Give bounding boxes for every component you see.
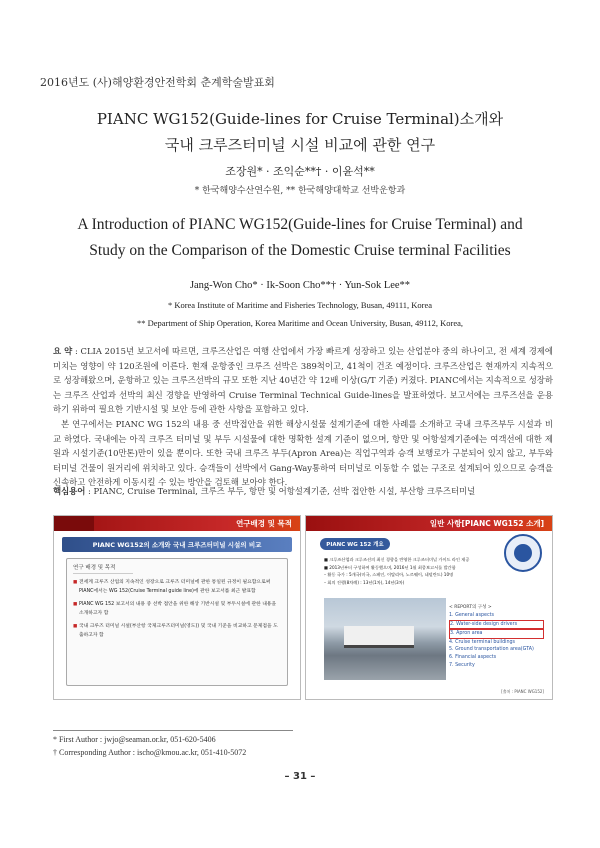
english-affiliation-1: * Korea Institute of Maritime and Fisheries Technology, Busan, 49111, Korea bbox=[167, 300, 433, 310]
overview-line: – 회의 진행(8차례) : 13년(1차), 14년(3차) bbox=[324, 579, 405, 585]
toc-item: 4. Cruise terminal buildings bbox=[449, 639, 516, 645]
slide-pill-title: PIANC WG 152 개요 bbox=[320, 538, 390, 550]
korean-authors: 조장원* · 조익순**† · 이윤석** bbox=[225, 165, 375, 178]
keywords-text: : PIANC, Cruise Terminal, 크루즈 부두, 항만 및 어항설계기준, 선박 접안한 시설, 부산항 크루즈터미널 bbox=[88, 486, 476, 496]
abstract-paragraph-1 bbox=[53, 344, 553, 417]
english-authors: Jang-Won Cho* · Ik-Soon Cho**† · Yun-Sok Lee** bbox=[189, 280, 411, 291]
overview-line: – 활동 국가 : 5개국(미국, 스페인, 이탈리아, 노르웨이, 네덜란드) 10명 bbox=[324, 572, 454, 577]
slide-research-background bbox=[53, 515, 301, 700]
slide-bullet: ■ PIANC WG 152 보고서의 내용 중 선박 접안을 위한 해상 기반시설 및 부두시설에 관한 내용을 소개하고자 함 bbox=[73, 601, 281, 618]
slide-content-box bbox=[66, 558, 288, 686]
overview-line: ■ 크루즈산업과 크루즈선의 최신 경향을 반영한 크루즈터미널 가이드 라인 제공 bbox=[324, 557, 470, 562]
logo-center-icon bbox=[514, 544, 532, 562]
keywords bbox=[53, 485, 475, 497]
footnote-corresponding-author: † Corresponding Author : ischo@kmou.ac.kr, 051-410-5072 bbox=[53, 748, 247, 757]
slide-pianc-overview bbox=[305, 515, 553, 700]
slide-bullet: ■ 국내 크루즈 터미널 시설(부산항 국제크루즈터미널(영도)) 및 국내 기준을 비교하고 문제점을 도출하고자 함 bbox=[73, 623, 281, 640]
toc-item: 6. Financial aspects bbox=[449, 654, 497, 660]
slide-overview-lines bbox=[324, 556, 494, 586]
toc-item-highlighted: 3. Apron area bbox=[449, 629, 544, 639]
korean-title-line-1: PIANC WG152(Guide-lines for Cruise Terminal)소개와 bbox=[96, 110, 504, 128]
slide-nav-block bbox=[54, 516, 94, 531]
korean-title-line-2: 국내 크루즈터미널 시설 비교에 관한 연구 bbox=[164, 136, 436, 154]
report-contents-heading: < REPORT의 구성 > bbox=[449, 605, 492, 610]
slide-box-title: 연구 배경 및 목적 bbox=[73, 563, 133, 574]
abstract bbox=[53, 344, 553, 490]
slide-source: [출처 : PIANC WG152] bbox=[501, 689, 544, 694]
slide-bar-title: 일반 사항[PIANC WG152 소개] bbox=[306, 516, 552, 531]
toc-item: 7. Security bbox=[449, 662, 475, 668]
page-number: – 31 – bbox=[284, 771, 316, 782]
conference-header: 2016년도 (사)해양환경안전학회 춘계학술발표회 bbox=[40, 76, 275, 89]
cruise-terminal-photo bbox=[324, 598, 446, 680]
toc-item: 1. General aspects bbox=[449, 613, 494, 618]
slide-bar-title: 연구배경 및 목적 bbox=[54, 516, 300, 531]
cruise-ship-shape bbox=[344, 626, 414, 648]
english-title-line-2: Study on the Comparison of the Domestic Cruise terminal Facilities bbox=[89, 242, 511, 259]
slide-bullet: ■ 전세계 크루즈 산업의 지속적인 성장으로 크루즈 터미널에 관한 통일된 규정이 필요함으로써 PIANC에서는 WG 152(Cruise Terminal guide line)에 관한 보고서를 최근 발표함 bbox=[73, 579, 281, 596]
pianc-logo-icon bbox=[504, 534, 542, 572]
footnote-first-author: * First Author : jwjo@seaman.or.kr, 051-620-5406 bbox=[53, 735, 216, 744]
toc-item-highlighted: 2. Water-side design drivers bbox=[449, 620, 544, 630]
english-affiliation-2: ** Department of Ship Operation, Korea Maritime and Ocean University, Busan, 49112, Korea, bbox=[136, 318, 464, 328]
korean-affiliation: * 한국해양수산연수원, ** 한국해양대학교 선박운항과 bbox=[194, 186, 406, 196]
footnote-divider bbox=[53, 730, 293, 731]
english-title-line-1: A Introduction of PIANC WG152(Guide-lines for Cruise Terminal) and bbox=[77, 216, 523, 233]
keywords-label: 핵심용어 bbox=[53, 486, 86, 496]
slide-band-title: PIANC WG152의 소개와 국내 크루즈터미널 시설의 비교 bbox=[62, 537, 292, 552]
toc-item: 5. Ground transportation area(GTA) bbox=[449, 647, 534, 653]
abstract-text-1: : CLIA 2015년 보고서에 따르면, 크루즈산업은 여행 산업에서 가장 빠르게 성장하고 있는 산업분야 중의 하나이고, 전 세계 경제에 미치는 영향이 약 120조원에 이른다. 현재 운항중인 크루즈 선박은 389척이고, 41척이 건조 예정이다. 크루즈산업은 현재까지 지속적으로 성장해왔으며, 운항하고 있는 크루즈선박의 규모 또한 지난 40년간 약 12배 이상(G/T 기준) 커졌다. PIANC에서는 지속적으로 성장하는 크루즈 산업과 선박의 최신 경향을 반영하여 Cruise Terminal Technical Guide-lines을 발표하였다. 보고서에는 크루즈선을 운용하기 위하여 필요한 기반시설 및 보안 등에 관한 사항을 포함하고 있다. bbox=[53, 346, 553, 415]
abstract-label: 요 약 bbox=[53, 346, 73, 356]
abstract-paragraph-2: 본 연구에서는 PIANC WG 152의 내용 중 선박접안을 위한 해상시설물 설계기준에 대한 사례를 소개하고 국내 크루즈부두 시설과 비교 하였다. 국내에는 아직 크루즈 터미널 및 부두 시설물에 대한 명확한 설계 기준이 없으며, 항만 및 어항설계기준에는 여객선에 대한 제원과 시설기준(10만톤)만이 있을 뿐이다. 또한 국내 크루즈 부두(Apron Area)는 직업구역과 승객 보행로가 구분되어 있지 않고, 부두와 터미널 건물이 원거리에 위치하고 있다. 승객들이 선박에서 Gang-Way통하여 터미널로 이동할 수 없는 구조로 설계되어 있으므로 승객을 신속하고 안전하게 이동시킬 수 있는 방안을 검토해 보아야 한다. bbox=[53, 418, 553, 488]
report-contents bbox=[449, 604, 544, 669]
overview-line: ■ 2013년부터 구성하여 활동했으며, 2016년 1월 최종보고서를 발간함 bbox=[324, 564, 456, 570]
